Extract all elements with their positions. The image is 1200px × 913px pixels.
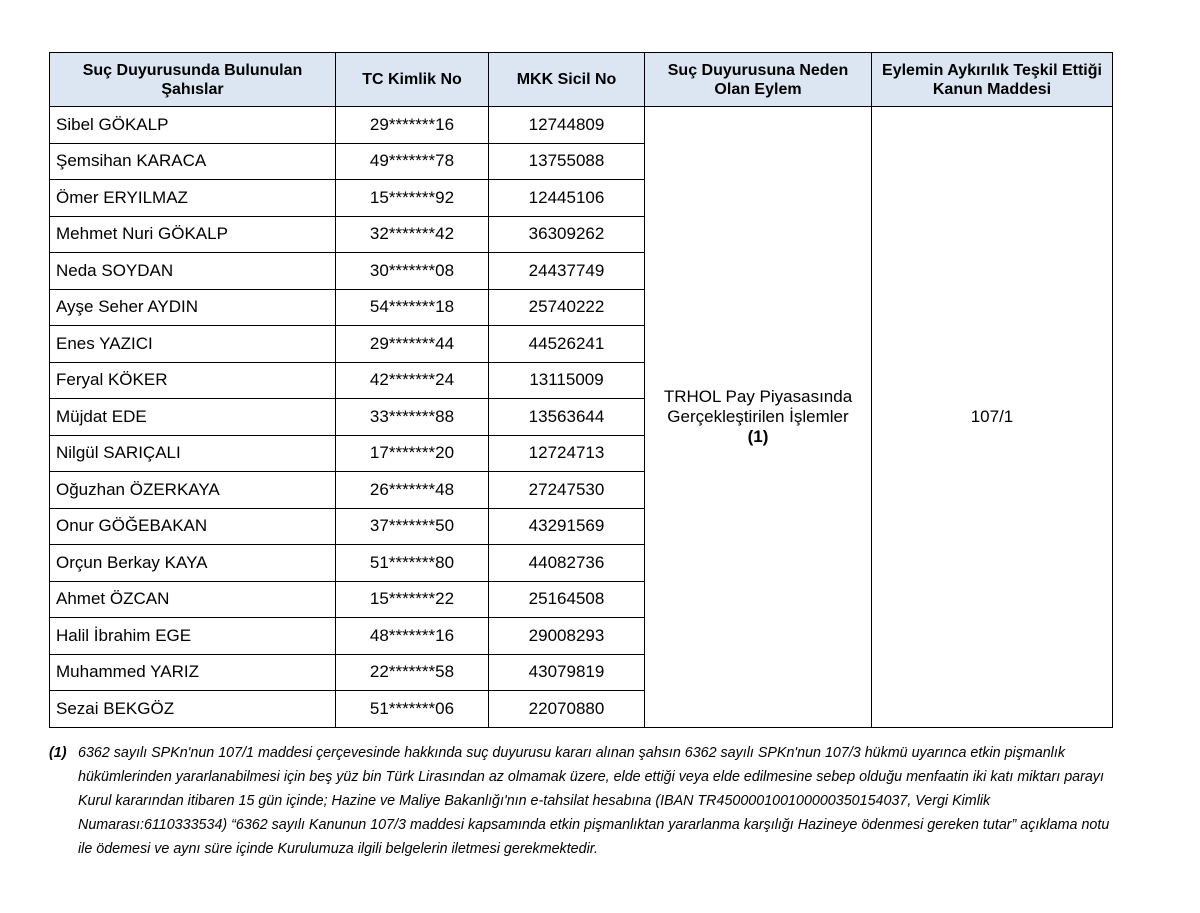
- person-name-cell: Muhammed YARIZ: [50, 654, 336, 691]
- tc-no-cell: 32*******42: [336, 216, 489, 253]
- tc-no-cell: 51*******06: [336, 691, 489, 728]
- mkk-no-cell: 24437749: [489, 253, 645, 290]
- tc-no-cell: 48*******16: [336, 618, 489, 655]
- mkk-no-cell: 12445106: [489, 180, 645, 217]
- person-name-cell: Nilgül SARIÇALI: [50, 435, 336, 472]
- tc-no-cell: 33*******88: [336, 399, 489, 436]
- person-name-cell: Ömer ERYILMAZ: [50, 180, 336, 217]
- tc-no-cell: 29*******44: [336, 326, 489, 363]
- mkk-no-cell: 44082736: [489, 545, 645, 582]
- tc-no-cell: 51*******80: [336, 545, 489, 582]
- mkk-no-cell: 43291569: [489, 508, 645, 545]
- person-name-cell: Sezai BEKGÖZ: [50, 691, 336, 728]
- tc-no-cell: 15*******92: [336, 180, 489, 217]
- tc-no-cell: 29*******16: [336, 107, 489, 144]
- header-action: Suç Duyurusuna Neden Olan Eylem: [645, 53, 872, 107]
- mkk-no-cell: 25164508: [489, 581, 645, 618]
- mkk-no-cell: 12724713: [489, 435, 645, 472]
- header-mkk-no: MKK Sicil No: [489, 53, 645, 107]
- tc-no-cell: 37*******50: [336, 508, 489, 545]
- tc-no-cell: 30*******08: [336, 253, 489, 290]
- mkk-no-cell: 13755088: [489, 143, 645, 180]
- law-article-cell: 107/1: [872, 107, 1113, 728]
- person-name-cell: Şemsihan KARACA: [50, 143, 336, 180]
- action-footnote-ref: (1): [747, 426, 769, 446]
- person-name-cell: Müjdat EDE: [50, 399, 336, 436]
- table-body: [50, 107, 1113, 728]
- footnote-text: 6362 sayılı SPKn'nun 107/1 maddesi çerçevesinde hakkında suç duyurusu kararı alınan şahsın 6362 sayılı SPKn'nun 107/3 hükmü uyarınca etkin pişmanlık hükümlerinden yararlanabilmesi için beş yüz bin Türk Lirasından az olmamak üzere, elde ettiği veya elde edilmesine sebep olduğu menfaatin iki katı miktarı parayı Kurul kararından itibaren 15 gün içinde; Hazine ve Maliye Bakanlığı'nın e-tahsilat hesabına (IBAN TR450000100100000350154037, Vergi Kimlik Numarası:6110333534) “6362 sayılı Kanunun 107/3 maddesi kapsamında etkin pişmanlıktan yararlanma karşılığı Hazineye ödenmesi gereken tutar” açıklama notu ile ödemesi ve aynı süre içinde Kurulumuza ilgili belgelerin iletmesi gerekmektedir.: [78, 745, 1110, 857]
- table-row: [50, 107, 1113, 144]
- table-header-row: [50, 53, 1113, 107]
- header-persons: Suç Duyurusunda Bulunulan Şahıslar: [50, 53, 336, 107]
- person-name-cell: Orçun Berkay KAYA: [50, 545, 336, 582]
- mkk-no-cell: 44526241: [489, 326, 645, 363]
- action-cell: [645, 107, 872, 728]
- footnote-marker: (1): [49, 745, 67, 761]
- person-name-cell: Onur GÖĞEBAKAN: [50, 508, 336, 545]
- header-tc-no: TC Kimlik No: [336, 53, 489, 107]
- tc-no-cell: 17*******20: [336, 435, 489, 472]
- action-line-2: Gerçekleştirilen İşlemler: [667, 406, 849, 426]
- mkk-no-cell: 25740222: [489, 289, 645, 326]
- action-line-1: TRHOL Pay Piyasasında: [663, 386, 853, 406]
- person-name-cell: Feryal KÖKER: [50, 362, 336, 399]
- mkk-no-cell: 13563644: [489, 399, 645, 436]
- person-name-cell: Ayşe Seher AYDIN: [50, 289, 336, 326]
- tc-no-cell: 49*******78: [336, 143, 489, 180]
- person-name-cell: Mehmet Nuri GÖKALP: [50, 216, 336, 253]
- mkk-no-cell: 29008293: [489, 618, 645, 655]
- person-name-cell: Ahmet ÖZCAN: [50, 581, 336, 618]
- person-name-cell: Halil İbrahim EGE: [50, 618, 336, 655]
- tc-no-cell: 15*******22: [336, 581, 489, 618]
- mkk-no-cell: 12744809: [489, 107, 645, 144]
- tc-no-cell: 22*******58: [336, 654, 489, 691]
- tc-no-cell: 54*******18: [336, 289, 489, 326]
- header-law-article: Eylemin Aykırılık Teşkil Ettiği Kanun Maddesi: [872, 53, 1113, 107]
- mkk-no-cell: 36309262: [489, 216, 645, 253]
- person-name-cell: Oğuzhan ÖZERKAYA: [50, 472, 336, 509]
- footnote: [49, 741, 1115, 861]
- mkk-no-cell: 43079819: [489, 654, 645, 691]
- persons-table: [49, 52, 1113, 728]
- person-name-cell: Enes YAZICI: [50, 326, 336, 363]
- mkk-no-cell: 22070880: [489, 691, 645, 728]
- mkk-no-cell: 27247530: [489, 472, 645, 509]
- tc-no-cell: 42*******24: [336, 362, 489, 399]
- person-name-cell: Sibel GÖKALP: [50, 107, 336, 144]
- mkk-no-cell: 13115009: [489, 362, 645, 399]
- tc-no-cell: 26*******48: [336, 472, 489, 509]
- person-name-cell: Neda SOYDAN: [50, 253, 336, 290]
